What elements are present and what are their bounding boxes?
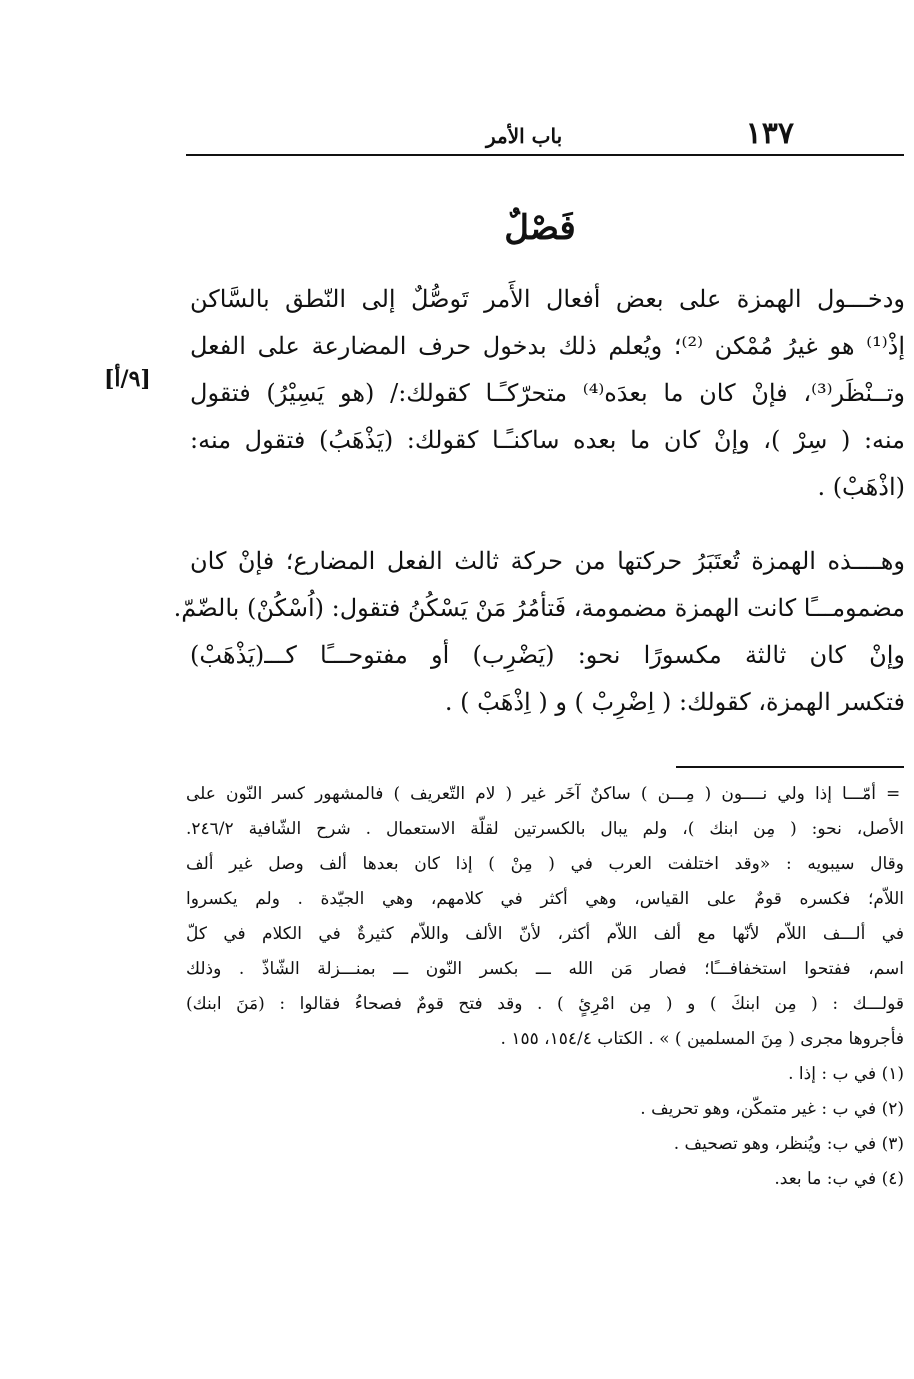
body-line: مضمومـــًا كانت الهمزة مضمومة، فَتأمُرُ مَنْ يَسْكُنُ فتقول: (اُسْكُنْ) بالضّمّ. <box>173 594 905 622</box>
footnote-line: فأجروها مجرى ( مِنَ المسلمين ) » . الكتاب ١٥٤/٤، ١٥٥ . <box>500 1029 904 1049</box>
footnote-rule <box>676 766 904 768</box>
body-line: فتكسر الهمزة، كقولك: ( اِضْرِبْ ) و ( اِذْهَبْ ) . <box>444 688 905 716</box>
body-line: وتــنْظَر⁽³⁾، فإنْ كان ما بعدَه⁽⁴⁾ متحرّكـًـا كقولك:/ (هو يَسِيْرُ) فتقول <box>190 379 905 407</box>
body-line: إذْ⁽¹⁾ هو غيرُ مُمْكن ⁽²⁾؛ ويُعلم ذلك بدخول حرف المضارعة على الفعل <box>190 332 905 360</box>
marginal-folio-reference: [٩/أ] <box>104 366 151 392</box>
footnote-line: وقال سيبويه : «وقد اختلفت العرب في ( مِنْ ) إذا كان بعدها ألف وصل غير ألف <box>186 854 904 874</box>
footnote-line: في ألـــف اللاّم لأنّها مع ألف اللاّم أكثر، لأنّ الألف واللاّم كثيرةٌ في الكلام في كلّ <box>186 924 904 944</box>
footnote-line: اسم، ففتحوا استخفافـــًا؛ فصار مَن الله ـــ بكسر النّون ـــ بمنـــزلة الشّاذّ . وذلك <box>186 959 904 979</box>
body-line: ودخـــول الهمزة على بعض أفعال الأَمر تَوصُّلٌ إلى النّطق بالسَّاكن <box>190 285 905 313</box>
body-line: (اذْهَبْ) . <box>817 473 905 501</box>
footnote-4: (٤) في ب: ما بعد. <box>774 1169 904 1189</box>
footnote-2: (٢) في ب : غير متمكّن، وهو تحريف . <box>640 1099 904 1119</box>
running-title: باب الأمر <box>486 124 563 148</box>
footnote-continuation-mark: = <box>886 784 901 804</box>
footnote-3: (٣) في ب: ويُنظر، وهو تصحيف . <box>673 1134 904 1154</box>
footnote-line: قولـــك : ( مِن ابنكَ ) و ( مِن امْرِئٍ ) . وقد فتح قومٌ فصحاءُ فقالوا : (مَنَ ابنك) <box>186 994 904 1014</box>
footnote-1: (١) في ب : إذا . <box>788 1064 904 1084</box>
body-line: منه: ( سِرْ )، وإنْ كان ما بعده ساكنـًـا كقولك: (يَذْهَبُ) فتقول منه: <box>190 426 905 454</box>
page-number: ١٣٧ <box>745 116 794 151</box>
footnote-line: أمّـــا إذا ولي نــــون ( مِـــن ) ساكنٌ آخَر غير ( لام التّعريف ) فالمشهور كسر النّون على <box>186 784 876 804</box>
body-line: وإنْ كان ثالثة مكسورًا نحو: (يَضْرِب) أو مفتوحـــًا كـــ(يَذْهَبْ) <box>190 641 905 669</box>
section-title: فَصْلٌ <box>504 208 576 248</box>
header-rule <box>186 154 904 156</box>
footnote-line: اللاّم؛ فكسره قومٌ على القياس، وهي أكثر في كلامهم، وهي الجيّدة . ولم يكسروا <box>186 889 904 909</box>
body-line: وهــــذه الهمزة تُعتَبَرُ حركتها من حركة ثالث الفعل المضارع؛ فإنْ كان <box>190 547 905 575</box>
footnote-line: الأصل، نحو: ( مِن ابنك )، ولم يبال بالكسرتين لقلّة الاستعمال . شرح الشّافية ٢٤٦/٢. <box>186 819 904 839</box>
